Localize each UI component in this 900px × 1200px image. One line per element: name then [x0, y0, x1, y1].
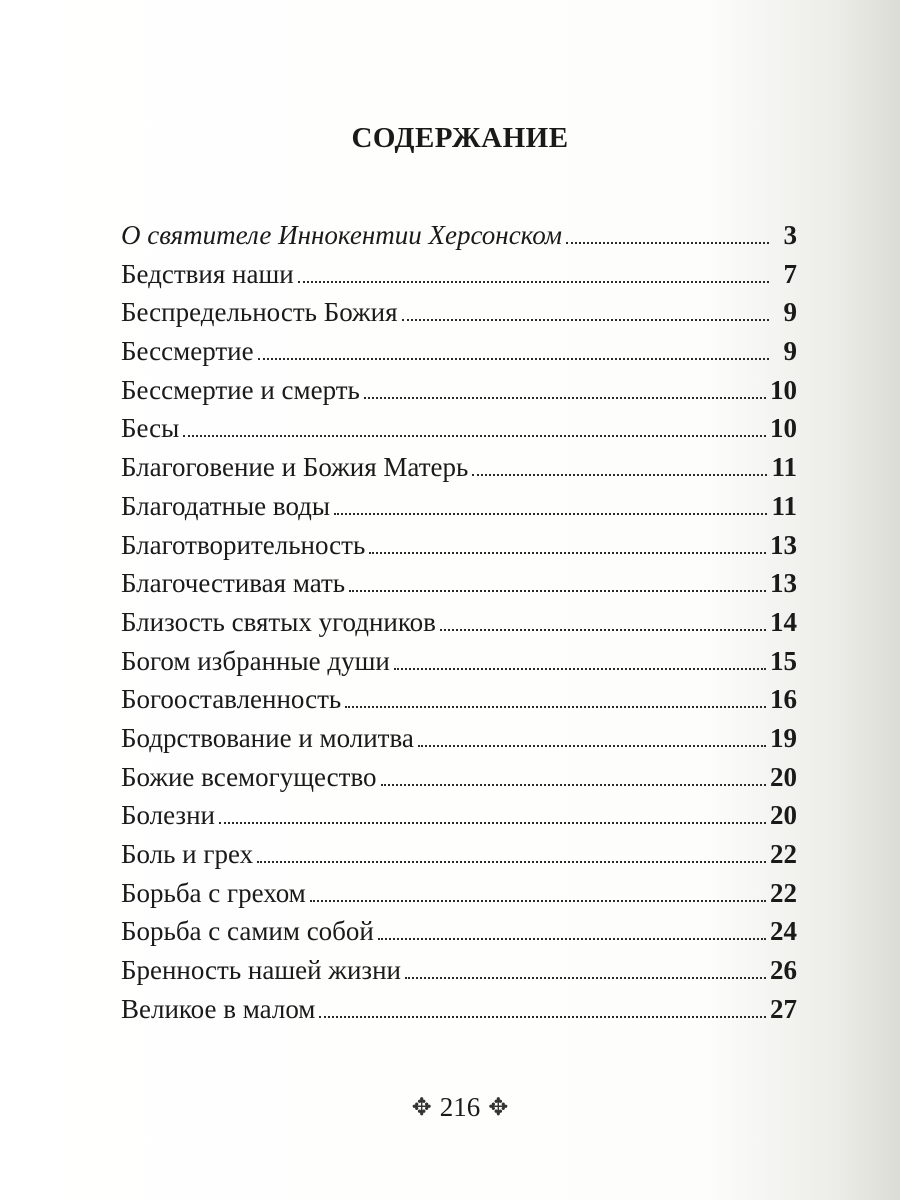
toc-entry	[121, 220, 797, 259]
dot-leader	[319, 1016, 766, 1018]
toc-entry	[121, 568, 797, 607]
dot-leader	[219, 822, 766, 824]
toc-entry-page: 22	[770, 877, 797, 908]
page-title: СОДЕРЖАНИЕ	[351, 122, 569, 154]
dot-leader	[402, 319, 769, 321]
toc-entry-page: 10	[770, 374, 797, 405]
toc-entry-title: Борьба с грехом	[121, 877, 306, 908]
dot-leader	[345, 706, 766, 708]
dot-leader	[334, 513, 767, 515]
toc-entry	[121, 839, 797, 878]
toc-entry	[121, 607, 797, 646]
toc-entry-page: 3	[783, 220, 797, 250]
toc-entry-page: 7	[783, 258, 797, 289]
toc-entry-title: Благодатные воды	[121, 490, 331, 521]
toc-entry-title: О святителе Иннокентии Херсонском	[121, 220, 562, 250]
toc-entry	[121, 800, 797, 839]
dot-leader	[257, 861, 766, 863]
toc-entry-title: Благоговение и Божия Матерь	[121, 452, 469, 483]
table-of-contents	[121, 220, 797, 1032]
toc-entry	[121, 530, 797, 569]
toc-entry	[121, 646, 797, 685]
dot-leader	[183, 435, 766, 437]
toc-entry-page: 11	[771, 490, 797, 521]
toc-entry-page: 10	[770, 413, 797, 444]
toc-entry	[121, 955, 797, 994]
toc-entry-page: 27	[770, 993, 797, 1024]
toc-entry-page: 19	[770, 722, 797, 753]
page-footer	[0, 1092, 900, 1123]
toc-entry-title: Боль и грех	[121, 839, 254, 869]
toc-entry-title: Бессмертие	[121, 336, 254, 367]
toc-entry-page: 26	[770, 955, 797, 986]
dot-leader	[378, 938, 766, 940]
toc-entry-page: 22	[770, 839, 797, 869]
toc-entry-page: 20	[770, 761, 797, 792]
toc-entry-title: Божие всемогущество	[121, 761, 377, 792]
toc-entry	[121, 297, 797, 336]
toc-entry-title: Бесы	[121, 413, 180, 444]
toc-entry	[121, 259, 797, 298]
toc-entry-page: 14	[770, 606, 797, 637]
toc-entry-title: Беспредельность Божия	[121, 297, 398, 328]
dot-leader	[440, 629, 766, 631]
dot-leader	[566, 242, 769, 244]
toc-entry-page: 11	[771, 452, 797, 483]
toc-entry-page: 20	[770, 800, 797, 831]
toc-entry-title: Бренность нашей жизни	[121, 955, 401, 986]
toc-entry-title: Борьба с самим собой	[121, 916, 374, 947]
toc-entry-title: Богооставленность	[121, 684, 342, 715]
toc-entry-title: Болезни	[121, 800, 215, 831]
toc-entry	[121, 916, 797, 955]
dot-leader	[381, 784, 766, 786]
ornament-right-icon: ✥	[488, 1095, 509, 1121]
toc-entry-title: Благотворительность	[121, 529, 366, 560]
toc-entry	[121, 723, 797, 762]
dot-leader	[364, 397, 766, 399]
dot-leader	[394, 668, 766, 670]
ornament-left-icon: ✥	[411, 1095, 432, 1121]
toc-entry-title: Бедствия наши	[121, 258, 294, 289]
toc-entry	[121, 413, 797, 452]
dot-leader	[298, 281, 769, 283]
toc-entry-page: 15	[770, 645, 797, 676]
toc-entry-title: Великое в малом	[121, 993, 316, 1024]
toc-entry-page: 9	[783, 336, 797, 367]
dot-leader	[405, 977, 766, 979]
toc-entry	[121, 684, 797, 723]
toc-entry-title: Близость святых угодников	[121, 606, 436, 637]
toc-entry	[121, 491, 797, 530]
dot-leader	[472, 474, 767, 476]
dot-leader	[349, 590, 766, 592]
toc-entry	[121, 452, 797, 491]
toc-entry-title: Богом избранные души	[121, 645, 390, 676]
dot-leader	[418, 745, 766, 747]
toc-entry-page: 24	[770, 916, 797, 947]
toc-entry-page: 13	[770, 529, 797, 560]
toc-entry-title: Бессмертие и смерть	[121, 374, 360, 405]
toc-entry-page: 9	[783, 297, 797, 328]
toc-entry	[121, 375, 797, 414]
toc-entry	[121, 878, 797, 917]
dot-leader	[369, 552, 766, 554]
dot-leader	[258, 358, 769, 360]
toc-entry	[121, 336, 797, 375]
toc-entry	[121, 762, 797, 801]
toc-entry	[121, 994, 797, 1033]
toc-entry-title: Благочестивая мать	[121, 568, 346, 599]
toc-entry-title: Бодрствование и молитва	[121, 722, 414, 753]
toc-entry-page: 16	[770, 684, 797, 715]
page-number: 216	[439, 1092, 481, 1122]
dot-leader	[310, 900, 766, 902]
toc-entry-page: 13	[770, 568, 797, 599]
